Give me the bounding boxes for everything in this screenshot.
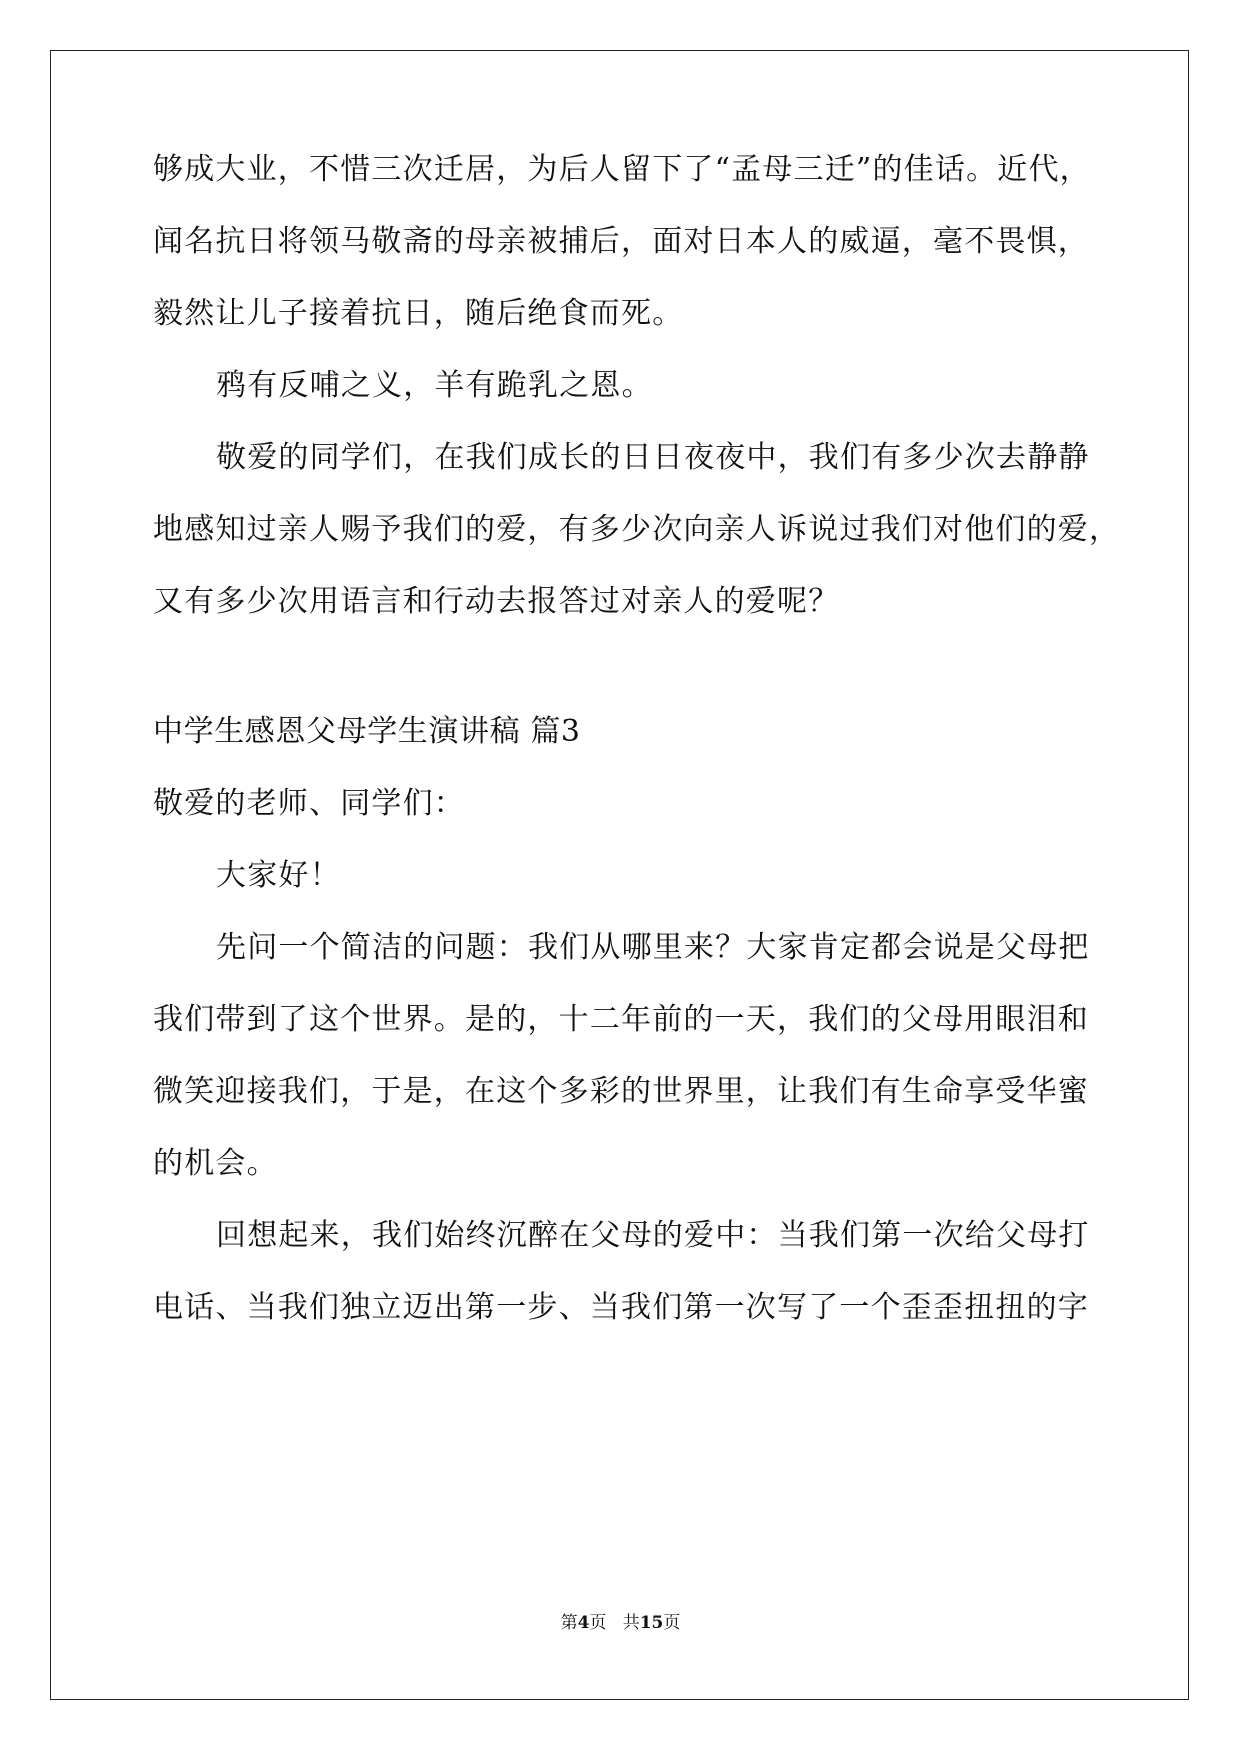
paragraph-line: 地感知过亲人赐予我们的爱，有多少次向亲人诉说过我们对他们的爱， [153,512,1121,547]
section-heading: 中学生感恩父母学生演讲稿 篇3 [153,714,581,749]
footer-page-suffix: 页 [589,1613,607,1633]
greeting: 大家好！ [216,858,341,893]
footer-total-suffix: 页 [663,1613,681,1633]
footer-prefix: 第 [560,1613,578,1633]
footer-total-prefix: 共 [622,1613,640,1633]
paragraph-line: 的机会。 [153,1146,278,1181]
paragraph-line: 敬爱的同学们，在我们成长的日日夜夜中，我们有多少次去静静 [216,440,1090,475]
paragraph-line: 毅然让儿子接着抗日，随后绝食而死。 [153,296,684,331]
paragraph-line: 闻名抗日将领马敬斋的母亲被捕后，面对日本人的威逼，毫不畏惧， [153,224,1089,259]
footer-page-number: 4 [577,1613,590,1633]
page-footer [0,1611,1241,1635]
paragraph-line: 回想起来，我们始终沉醉在父母的爱中：当我们第一次给父母打 [216,1218,1090,1253]
paragraph-line: 我们带到了这个世界。是的，十二年前的一天，我们的父母用眼泪和 [153,1002,1089,1037]
paragraph-line: 微笑迎接我们，于是，在这个多彩的世界里，让我们有生命享受华蜜 [153,1074,1089,1109]
paragraph-line: 又有多少次用语言和行动去报答过对亲人的爱呢？ [153,584,840,619]
paragraph-line: 电话、当我们独立迈出第一步、当我们第一次写了一个歪歪扭扭的字 [153,1290,1089,1325]
paragraph-line: 先问一个简洁的问题：我们从哪里来？大家肯定都会说是父母把 [216,930,1090,965]
paragraph-line: 鸦有反哺之义，羊有跪乳之恩。 [216,368,653,403]
salutation: 敬爱的老师、同学们： [153,786,465,821]
footer-total-pages: 15 [639,1613,664,1633]
paragraph-line: 够成大业，不惜三次迁居，为后人留下了“孟母三迁”的佳话。近代， [153,152,1091,187]
